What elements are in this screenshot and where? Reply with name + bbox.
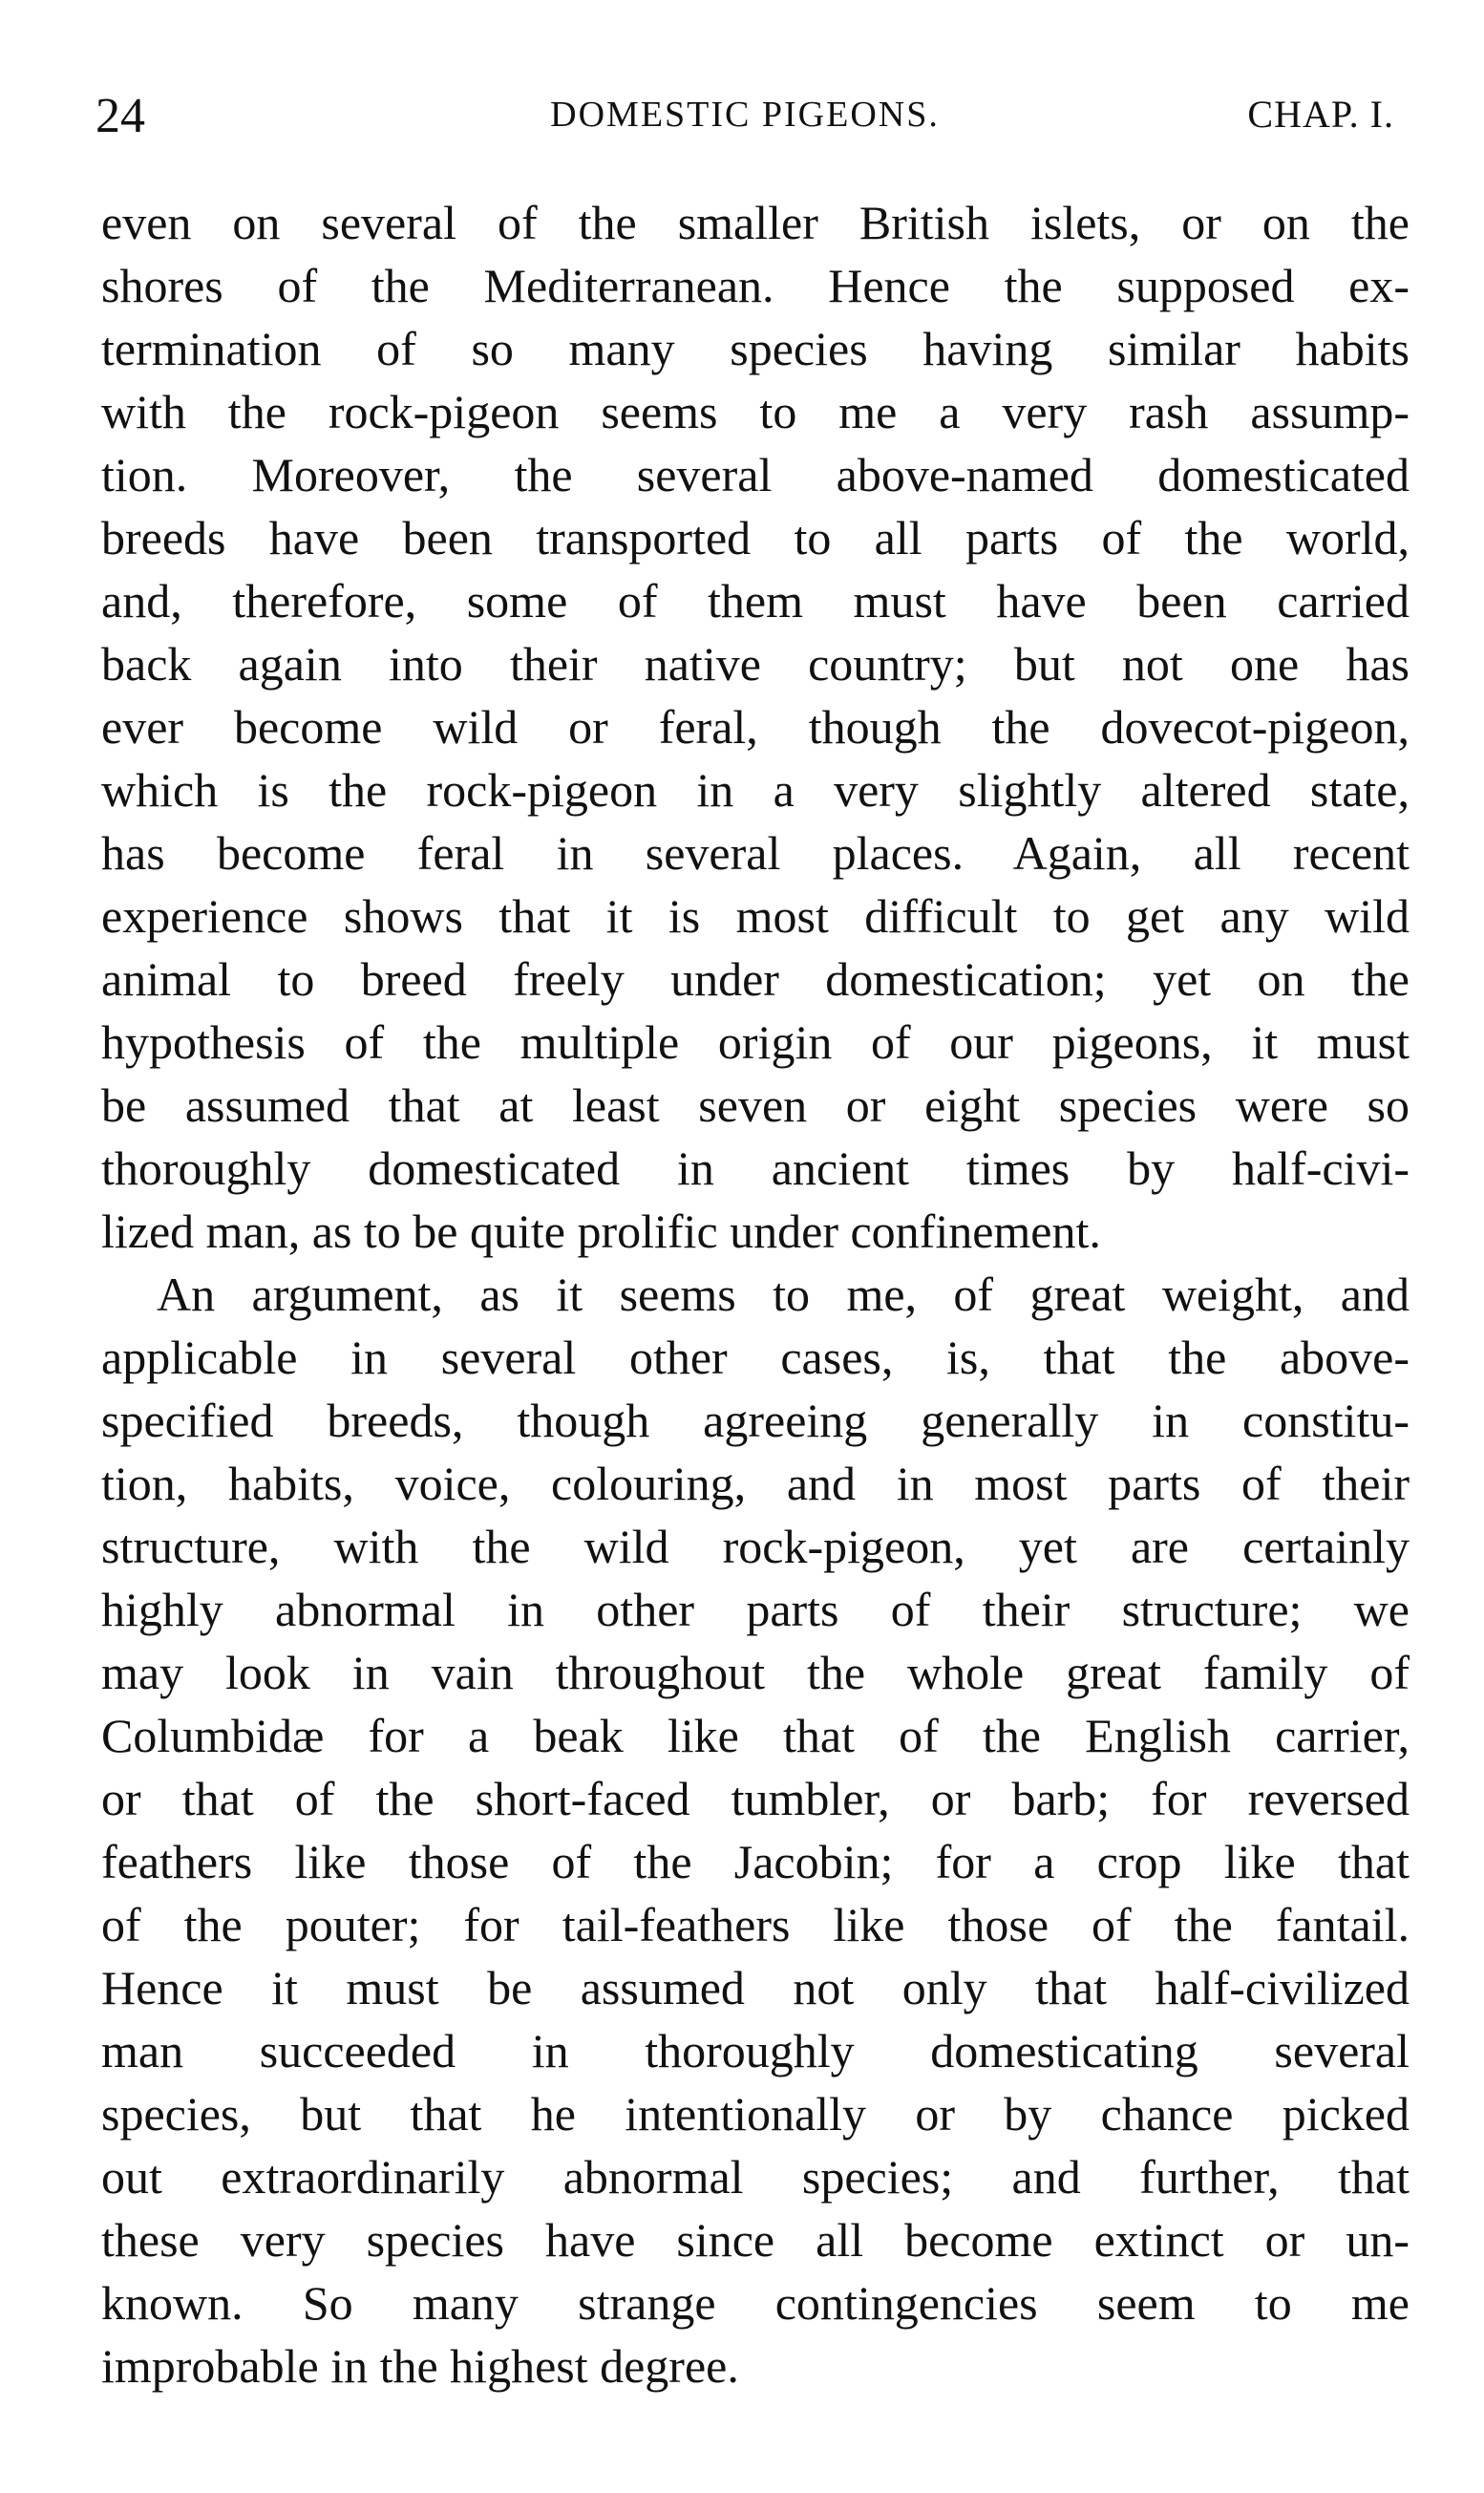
text-line: feathers like those of the Jacobin; for a crop like that xyxy=(101,1835,1410,1888)
text-line: or that of the short-faced tumbler, or barb; for reversed xyxy=(101,1772,1410,1825)
text-line: species, but that he intentionally or by chance picked xyxy=(101,2087,1410,2141)
text-line: An argument, as it seems to me, of great weight, and xyxy=(157,1268,1410,1321)
text-line: Hence it must be assumed not only that half-civilized xyxy=(101,1961,1410,2014)
text-line: shores of the Mediterranean. Hence the supposed ex- xyxy=(101,259,1410,312)
text-line: animal to breed freely under domestication; yet on the xyxy=(101,952,1410,1006)
text-line: of the pouter; for tail-feathers like those of the fantail. xyxy=(101,1898,1410,1951)
paragraph-1 xyxy=(101,191,1410,1263)
text-line: man succeeded in thoroughly domesticating several xyxy=(101,2024,1410,2078)
text-line: breeds have been transported to all parts of the world, xyxy=(101,511,1410,565)
text-line: termination of so many species having similar habits xyxy=(101,322,1410,375)
running-title: DOMESTIC PIGEONS. xyxy=(550,95,940,135)
paragraph-2 xyxy=(101,1263,1410,2397)
text-line: even on several of the smaller British islets, or on the xyxy=(101,196,1410,249)
chapter-label: CHAP. I. xyxy=(1247,93,1394,136)
text-line: be assumed that at least seven or eight species were so xyxy=(101,1078,1410,1132)
text-line: these very species have since all become extinct or un- xyxy=(101,2213,1410,2267)
text-line: back again into their native country; but not one has xyxy=(101,637,1410,691)
text-line: which is the rock-pigeon in a very slightly altered state, xyxy=(101,763,1410,817)
text-line: may look in vain throughout the whole great family of xyxy=(101,1646,1410,1699)
text-line: ever become wild or feral, though the dovecot-pigeon, xyxy=(101,700,1410,754)
text-line: experience shows that it is most difficult to get any wild xyxy=(101,889,1410,943)
page-number: 24 xyxy=(95,89,145,143)
page-header xyxy=(95,88,1394,145)
text-line: out extraordinarily abnormal species; and further, that xyxy=(101,2150,1410,2204)
text-line: improbable in the highest degree. xyxy=(101,2339,739,2393)
text-line: structure, with the wild rock-pigeon, yet are certainly xyxy=(101,1520,1410,1573)
text-line: tion. Moreover, the several above-named domesticated xyxy=(101,448,1410,501)
text-line: and, therefore, some of them must have been carried xyxy=(101,574,1410,628)
text-line: highly abnormal in other parts of their structure; we xyxy=(101,1583,1410,1636)
body-text xyxy=(101,191,1410,2397)
text-line: known. So many strange contingencies seem to me xyxy=(101,2276,1410,2330)
text-line: lized man, as to be quite prolific under confinement. xyxy=(101,1204,1101,1258)
text-line: tion, habits, voice, colouring, and in most parts of their xyxy=(101,1457,1410,1510)
text-line: with the rock-pigeon seems to me a very rash assump- xyxy=(101,385,1410,438)
text-line: Columbidæ for a beak like that of the English carrier, xyxy=(101,1709,1410,1762)
text-line: applicable in several other cases, is, that the above- xyxy=(101,1331,1410,1384)
text-line: specified breeds, though agreeing generally in constitu- xyxy=(101,1394,1410,1447)
text-line: has become feral in several places. Again, all recent xyxy=(101,826,1410,880)
text-line: hypothesis of the multiple origin of our pigeons, it must xyxy=(101,1015,1410,1069)
text-line: thoroughly domesticated in ancient times by half-civi- xyxy=(101,1141,1410,1195)
